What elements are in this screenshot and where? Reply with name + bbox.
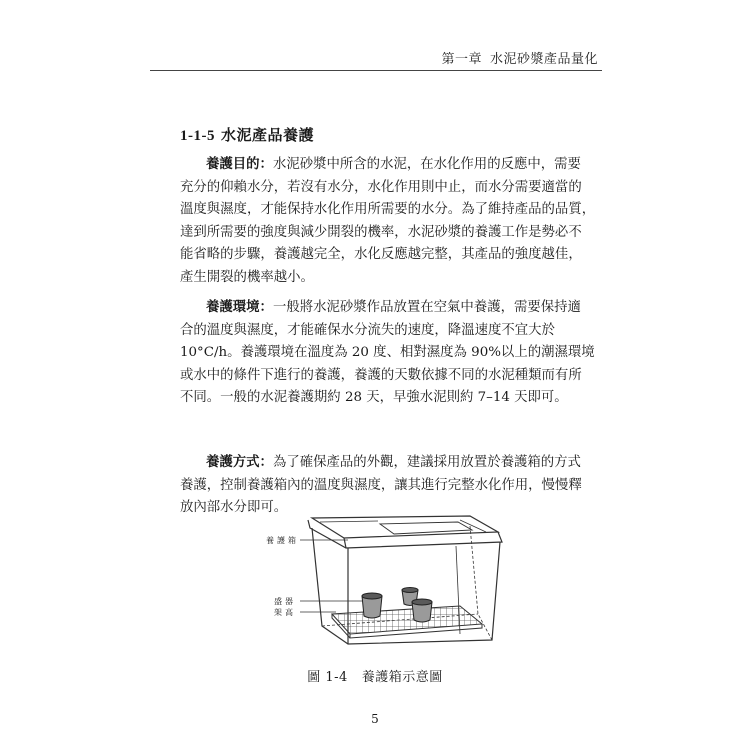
paragraph-curing-environment [180,296,600,410]
paragraph-line: 產生開裂的機率越小。 [180,269,314,285]
label-raised-rack: 架高 [274,608,296,617]
paragraph-lead: 養護環境： [206,299,273,315]
paragraph-line: 合的溫度與濕度，才能確保水分流失的速度，降溫速度不宜大於 [180,322,555,338]
paragraph-line: 放內部水分即可。 [180,500,288,516]
paragraph-lead: 養護方式： [206,454,273,470]
figure-number: 圖 1-4 [307,670,348,685]
running-header [441,48,598,67]
label-curing-box: 養護箱 [266,536,299,545]
label-vessel: 盛器 [274,597,296,606]
paragraph-line: 10°C/h。養護環境在溫度為 20 度、相對濕度為 90%以上的潮濕環境 [180,345,595,361]
paragraph-lead: 養護目的： [206,156,273,172]
paragraph-line: 養護方式：為了確保產品的外觀，建議採用放置於養護箱的方式 [206,454,581,470]
section-number: 1-1-5 [180,128,215,144]
section-heading [180,124,314,145]
paragraph-line: 或水中的條件下進行的養護，養護的天數依據不同的水泥種類而有所 [180,367,582,383]
paragraph-line: 能省略的步驟，養護越完全，水化反應越完整，其產品的強度越佳， [180,247,582,263]
figure-caption [0,666,750,685]
leader-lines [300,540,362,612]
page-number: 5 [371,712,379,726]
paragraph-curing-method [180,451,600,520]
paragraph-curing-purpose [180,153,600,290]
paragraph-line: 充分的仰賴水分，若沒有水分，水化作用則中止，而水分需要適當的 [180,179,582,195]
paragraph-line: 養護目的：水泥砂漿中所含的水泥，在水化作用的反應中，需要 [206,156,581,172]
paragraph-line: 養護，控制養護箱內的溫度與濕度，讓其進行完整水化作用，慢慢釋 [180,477,582,493]
paragraph-line: 達到所需要的強度與減少開裂的機率，水泥砂漿的養護工作是勢必不 [180,224,582,240]
paragraph-line: 溫度與濕度，才能保持水化作用所需要的水分。為了維持產品的品質， [180,202,596,218]
header-rule [150,70,602,71]
paragraph-line: 養護環境：一般將水泥砂漿作品放置在空氣中養護，需要保持適 [206,299,581,315]
chapter-label: 第一章 [441,52,482,67]
figure-caption-text: 養護箱示意圖 [361,670,443,685]
section-title: 水泥產品養護 [221,126,315,144]
chapter-title: 水泥砂漿產品量化 [489,52,598,67]
curing-box-illustration [260,512,520,652]
box-lid [308,516,502,548]
curing-box-figure [260,512,520,652]
rack-grid [332,606,482,638]
paragraph-line: 不同。一般的水泥養護期約 28 天，早強水泥則約 7–14 天即可。 [180,390,568,406]
